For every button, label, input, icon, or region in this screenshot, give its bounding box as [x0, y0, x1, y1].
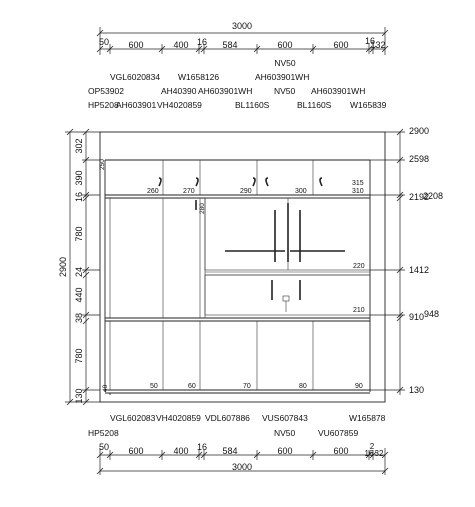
left-dim-segment: 130 — [74, 388, 84, 404]
top-dimension-chain — [97, 21, 388, 55]
level-label: 2192 — [409, 192, 430, 202]
top-dim-segment: 16 — [364, 36, 376, 46]
product-code: HP5208 — [88, 428, 119, 438]
element-label: 310 — [352, 188, 364, 195]
top-dim-segment: 16 — [196, 37, 208, 47]
level-label: 910 — [409, 312, 425, 322]
left-dim-segment: 780 — [74, 348, 84, 364]
bottom-dim-segment: 50 — [98, 442, 110, 452]
left-dim-segment: 38 — [74, 312, 84, 324]
element-label: 210 — [353, 307, 365, 314]
level-label: 130 — [409, 385, 425, 395]
product-code: BL1160S — [297, 100, 332, 110]
product-code: AH603901WH — [311, 86, 366, 96]
bottom-product-codes — [88, 413, 386, 438]
product-code: NV50 — [274, 86, 296, 96]
element-label: 40 — [102, 384, 109, 392]
left-dim-segment: 24 — [74, 266, 84, 278]
level-label: 948 — [424, 309, 440, 319]
element-label: 315 — [352, 180, 364, 187]
left-total-dim: 2900 — [58, 256, 68, 278]
product-code: VUS607843 — [262, 413, 308, 423]
product-code: NV50 — [274, 58, 296, 68]
level-label: 2900 — [409, 126, 430, 136]
element-label: 300 — [295, 188, 307, 195]
product-code: W165839 — [350, 100, 387, 110]
bottom-dim-segment: 32 — [374, 449, 384, 458]
top-dim-segment: 50 — [98, 37, 110, 47]
product-code: AH40390 — [161, 86, 197, 96]
product-code: VH4020859 — [156, 413, 201, 423]
top-product-codes — [88, 58, 387, 110]
bottom-dim-segment: 600 — [128, 446, 144, 456]
element-label: 290 — [240, 188, 252, 195]
cabinet-body — [100, 132, 385, 402]
level-label: 2598 — [409, 154, 430, 164]
product-code: HP5208 — [88, 100, 119, 110]
element-label: 80 — [299, 383, 307, 390]
bottom-dim-segment: 16 — [364, 449, 374, 458]
bottom-total-dim: 3000 — [231, 462, 253, 472]
top-total-dim: 3000 — [231, 21, 253, 31]
element-label: 270 — [183, 188, 195, 195]
bottom-dim-segment: 600 — [333, 446, 349, 456]
top-dim-segment: 584 — [222, 40, 238, 50]
product-code: W165878 — [349, 413, 386, 423]
bottom-dim-segment: 400 — [173, 446, 189, 456]
element-label: 260 — [147, 188, 159, 195]
bottom-dim-segment: 16 — [196, 442, 208, 452]
element-label: 60 — [188, 383, 196, 390]
left-dimension-chain — [58, 129, 100, 405]
bottom-dimension-chain — [97, 442, 388, 475]
product-code: OP53902 — [88, 86, 124, 96]
inner-labels — [99, 159, 365, 392]
bottom-dim-segment: 584 — [222, 446, 238, 456]
bottom-dim-segment: 2 — [369, 442, 375, 451]
top-dim-segment: 600 — [277, 40, 293, 50]
product-code: BL1160S — [235, 100, 270, 110]
level-label: 2208 — [423, 191, 444, 201]
element-label: 90 — [355, 383, 363, 390]
element-label: 220 — [353, 263, 365, 270]
right-level-markers — [370, 126, 443, 395]
product-code: AH603901WH — [198, 86, 253, 96]
product-code: VGL602083 — [110, 413, 156, 423]
top-dim-segment: 400 — [173, 40, 189, 50]
bottom-dim-segment: 600 — [277, 446, 293, 456]
top-dim-segment: 132 — [370, 40, 386, 50]
product-code: NV50 — [274, 428, 296, 438]
left-dim-segment: 16 — [74, 191, 84, 203]
product-code: VGL6020834 — [110, 72, 161, 82]
product-code: W1658126 — [178, 72, 220, 82]
element-label: 250 — [99, 159, 106, 170]
left-dim-segment: 302 — [74, 138, 84, 154]
left-dim-segment: 780 — [74, 226, 84, 242]
product-code: VH4020859 — [157, 100, 202, 110]
top-dim-segment: 600 — [333, 40, 349, 50]
product-code: VU607859 — [318, 428, 359, 438]
product-code: AH603901WH — [255, 72, 310, 82]
product-code: AH603901 — [116, 100, 157, 110]
element-label: 70 — [243, 383, 251, 390]
product-code: VDL607886 — [205, 413, 250, 423]
left-dim-segment: 390 — [74, 170, 84, 186]
top-dim-segment: 600 — [128, 40, 144, 50]
element-label: 50 — [150, 383, 158, 390]
left-dim-segment: 440 — [74, 287, 84, 303]
level-label: 1412 — [409, 265, 430, 275]
element-label: 280 — [199, 203, 206, 214]
